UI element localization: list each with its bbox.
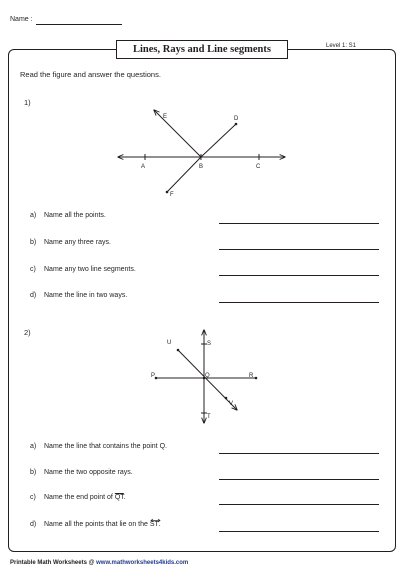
label-r: R — [249, 373, 254, 379]
q1-part-a — [30, 212, 106, 219]
q2-part-c — [30, 494, 126, 501]
label-s: S — [207, 341, 212, 347]
segment-bd — [201, 124, 236, 157]
segment-bf — [167, 157, 204, 192]
q2-part-d — [30, 521, 161, 528]
part-letter: c) — [30, 494, 36, 501]
point-d — [235, 123, 238, 126]
part-letter: c) — [30, 266, 36, 273]
segment-symbol: $\overline{QT}$ — [114, 494, 124, 501]
footer-url[interactable]: www.mathworksheets4kids.com — [96, 560, 189, 566]
q2-c-answer-line[interactable] — [219, 504, 379, 505]
q2-a-answer-line[interactable] — [219, 453, 379, 454]
q1-a-answer-line[interactable] — [219, 223, 379, 224]
ray-be — [154, 110, 201, 157]
label-a: A — [141, 164, 146, 170]
label-d: D — [234, 116, 239, 122]
part-suffix: . — [123, 494, 126, 501]
label-v: V — [229, 401, 234, 407]
instruction-text: Read the figure and answer the questions. — [20, 70, 161, 79]
point-r — [255, 377, 258, 380]
q1-part-b — [30, 239, 111, 246]
worksheet-title: Lines, Rays and Line segments — [116, 40, 288, 59]
part-text: Name the line in two ways. — [44, 292, 128, 299]
q2-part-a — [30, 443, 167, 450]
q1-b-answer-line[interactable] — [219, 249, 379, 250]
label-q: Q — [205, 373, 210, 379]
label-e: E — [163, 114, 168, 120]
point-p — [155, 377, 158, 380]
part-text: Name all the points. — [44, 212, 106, 219]
q2-part-b — [30, 469, 133, 476]
name-label: Name : — [10, 16, 33, 23]
point-v — [225, 397, 228, 400]
line-arrow-icon — [150, 518, 161, 523]
part-text: Name any two line segments. — [44, 266, 136, 273]
label-u: U — [167, 340, 172, 346]
part-text: Name all the points that lie on the — [44, 521, 150, 528]
part-letter: d) — [30, 521, 37, 528]
q1-part-c — [30, 266, 136, 273]
question-2-number: 2) — [24, 328, 31, 337]
q1-part-d — [30, 292, 127, 299]
part-letter: b) — [30, 239, 37, 246]
footer — [10, 560, 188, 566]
part-letter: a) — [30, 212, 37, 219]
point-f — [166, 191, 169, 194]
part-suffix: . — [158, 521, 161, 528]
line-symbol-wrap — [150, 521, 159, 528]
label-p: P — [151, 373, 156, 379]
q1-d-answer-line[interactable] — [219, 302, 379, 303]
label-t: T — [207, 414, 211, 420]
part-text: Name the line that contains the point Q. — [44, 443, 167, 450]
q1-c-answer-line[interactable] — [219, 275, 379, 276]
line-symbol: ST — [149, 521, 159, 528]
q2-b-answer-line[interactable] — [219, 479, 379, 480]
question-1-number: 1) — [24, 98, 31, 107]
label-c: C — [256, 164, 261, 170]
part-letter: d) — [30, 292, 37, 299]
q2-d-answer-line[interactable] — [219, 531, 379, 532]
label-f: F — [170, 192, 174, 198]
part-text: Name the end point of — [44, 494, 115, 501]
label-b: B — [199, 164, 204, 170]
part-letter: b) — [30, 469, 37, 476]
part-text: Name any three rays. — [44, 239, 111, 246]
part-text: Name the two opposite rays. — [44, 469, 133, 476]
level-label: Level 1: S1 — [326, 43, 357, 49]
footer-brand: Printable Math Worksheets @ — [10, 560, 95, 566]
point-u — [177, 349, 180, 352]
part-letter: a) — [30, 443, 37, 450]
